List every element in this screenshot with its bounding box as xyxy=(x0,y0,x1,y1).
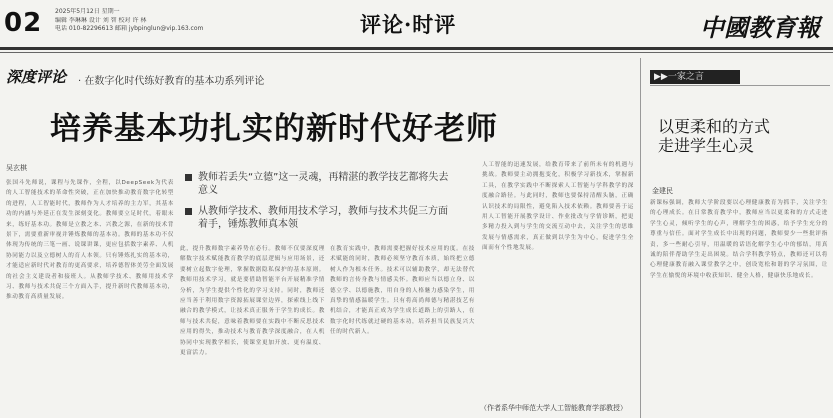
article-body-column-1: 张国斗先师说，课程与先课作，全程，以DeepSeek为代表的人工智能技术的革命性突破，正在加快推动教育数字化转型的进程，人工智能时代，教师作为人才培养的主力军，其基本功的内涵与外延正在发生深刻变化。教师要立足时代，着眼未来，练好基本功。教师是立教之本、兴教之源，在新的技术背景下，需要重新审视并锤炼教师的基本功。教师的基本功不仅体现为传统的三笔一画、说课讲课，更应包括数字素养、人机协同能力以及立德树人的育人本领。只有锤炼扎实的基本功，才能适应新时代对教育的更高要求，培养德智体美劳全面发展的社会主义建设者和接班人。从教师学技术、教师用技术学习、教师与技术共促三个方面入手，提升新时代教师基本功，推动教育高质量发展。 xyxy=(6,180,174,301)
pull-quote-item xyxy=(185,171,455,197)
article-body-column-4: 人工智能的迅速发展，给教育带来了前所未有的机遇与挑战。教师要主动拥抱变化，积极学习新技术，掌握新工具，在教学实践中不断探索人工智能与学科教学的深度融合路径。与此同时，教师也要保持清醒头脑，正确认识技术的局限性，避免陷入技术依赖。教师要善于运用人工智能开展教学设计、作业批改与学情诊断，把更多精力投入到与学生的交流互动中去，关注学生的思维发展与情感需求，真正做到以学生为中心，促进学生全面而有个性地发展。 xyxy=(482,162,634,252)
pull-quote-item xyxy=(185,205,455,231)
bullet-icon xyxy=(185,208,192,215)
column-label: 深度评论 xyxy=(6,68,67,86)
pull-quote-text: 从教师学技术、教师用技术学习，教师与技术共促三方面着手，锤炼教师真本领 xyxy=(198,206,448,230)
section-title: 评论·时评 xyxy=(360,12,457,37)
sidebar-title-line: 以更柔和的方式 xyxy=(658,117,771,136)
sidebar-author: 金建民 xyxy=(652,187,673,195)
meta-line: 编辑 李琳琳 设计 刘 智 校对 许 林 xyxy=(55,16,147,24)
article-body-column-2: 此，提升教师数字素养势在必行。教师不仅要深度理解数字技术赋能教育教学的底层逻辑与应用场景，还要树立起数字伦理，掌握数据隐私保护的基本原则。教师用技术学习，就是要借助智能平台开展精准学情分析，为学生提供个性化的学习支持。同时，教师还应当善于利用数字资源拓展课堂边界，探索线上线下融合的教学模式，让技术真正服务于学生的成长。教师与技术共促，意味着教师要在实践中不断反思技术应用的得失，推动技术与教育教学深度融合，在人机协同中实现教学相长，使课堂更加开放、更有温度、更富活力。 xyxy=(180,246,325,357)
meta-line: 2025年5月12日 星期一 xyxy=(55,8,120,15)
sidebar-kicker-label: 一家之言 xyxy=(667,72,704,82)
sidebar-title-line: 走进学生心灵 xyxy=(658,136,755,155)
article-author: 吴玄棋 xyxy=(6,164,27,172)
sidebar-body: 新课标强调，教师大学阶段要以心理健康教育为抓手，关注学生的心理成长。在日常教育教学中，教师应当以更柔和的方式走进学生心灵，倾听学生的心声，理解学生的困惑，给予学生充分的尊重与信任。面对学生成长中出现的问题，教师要少一些批评指责，多一些耐心引导，用温暖的话语化解学生心中的郁结，用真诚的陪伴帮助学生走出困境。结合学科教学特点，教师还可以将心理健康教育融入课堂教学之中，创设宽松和谐的学习氛围，让学生在愉悦的环境中收获知识、健全人格，健康快乐地成长。 xyxy=(650,200,828,279)
sidebar-kicker xyxy=(650,70,740,84)
double-arrow-icon: ▶▶ xyxy=(654,72,668,82)
header-meta xyxy=(55,8,230,34)
author-note: （作者系华中师范大学人工智能教育学部教授） xyxy=(480,404,627,412)
sidebar-title xyxy=(658,117,770,155)
meta-line: 电话 010-82296613 邮箱 jybpinglun@vip.163.com xyxy=(55,25,204,32)
column-subtitle: · 在数字化时代练好教育的基本功系列评论 xyxy=(78,76,265,87)
column-divider xyxy=(640,58,641,418)
sidebar-rule xyxy=(650,85,830,86)
article-headline: 培养基本功扎实的新时代好老师 xyxy=(50,111,498,147)
header-rule-thin xyxy=(0,52,833,53)
article-body-column-3: 在教育实践中，教师需要把握好技术应用的度。在技术赋能的同时，教师必须坚守教育本质，始终把立德树人作为根本任务。技术可以辅助教学，却无法替代教师的言传身教与情感关怀。教师应当以德立身、以德立学、以德施教，用自身的人格魅力感染学生，用真挚的情感温暖学生。只有将高尚师德与精湛技艺有机结合，才能真正成为学生成长道路上的引路人，在数字化时代练就过硬的基本功，培养担当民族复兴大任的时代新人。 xyxy=(330,246,475,336)
pull-quote-text: 教师若丢失“立德”这一灵魂，再精湛的教学技艺都将失去意义 xyxy=(198,172,449,196)
masthead-logo: 中國教育報 xyxy=(700,13,820,42)
bullet-icon xyxy=(185,174,192,181)
header-rule xyxy=(0,47,833,50)
pull-quotes xyxy=(185,171,455,239)
page-number: 02 xyxy=(4,8,43,38)
